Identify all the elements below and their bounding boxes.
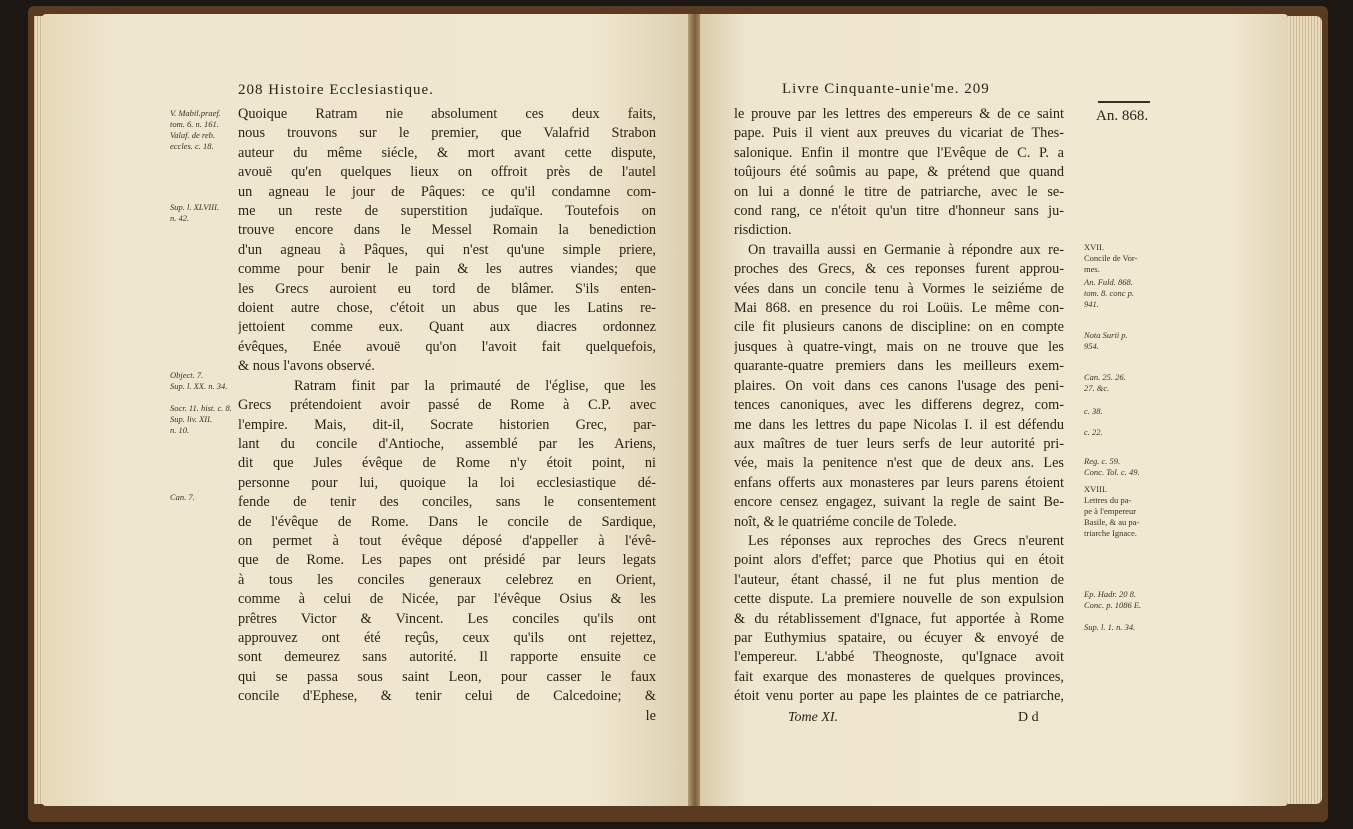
right-line: le prouve par les lettres des empereurs & de ce saint	[734, 106, 1064, 122]
right-line: On travailla aussi en Germanie à répondre aux re-	[748, 241, 1064, 258]
left-line: auteur du même siécle, & mort avant cette dispute,	[238, 144, 656, 161]
margin-note: Lettres du pa-	[1084, 495, 1132, 505]
left-line: de l'évêque de Rome. Dans le concile de Sardique,	[238, 513, 656, 530]
right-line: proches des Grecs, & ces reponses furent approu-	[734, 261, 1064, 278]
right-line: toûjours été soûmis au pape, & prétend que quand	[734, 164, 1064, 181]
right-line: me dans les lettres du pape Nicolas I. il est défendu	[734, 416, 1064, 433]
left-line: personne pour lui, quoique la loi ecclesiastique dé-	[238, 474, 656, 491]
margin-note: 954.	[1084, 341, 1099, 351]
volume-signature: Tome XI.	[788, 710, 839, 725]
year-marker: An. 868.	[1096, 108, 1149, 124]
margin-note: Nota Surii p.	[1084, 330, 1128, 340]
margin-note: Valaf. de reb.	[170, 130, 216, 140]
left-line: me un reste de superstition judaïque. Toutefois on	[238, 203, 656, 220]
right-body-text	[734, 105, 1064, 707]
margin-note: Conc. p. 1086 E.	[1084, 600, 1142, 610]
right-line: point alors d'effet; parce que Photius qui en étoit	[734, 552, 1064, 569]
right-line: par Euthymius spataire, ou écuyer & envoyé de	[734, 629, 1064, 646]
left-line: lant du concile d'Antioche, assemblé par les Ariens,	[238, 435, 656, 452]
catchword: le	[645, 707, 656, 724]
margin-note: Sup. l. XX. n. 34.	[170, 381, 228, 391]
left-line: approuvez ont été reçûs, ceux qu'ils ont rejettez,	[238, 629, 656, 646]
right-line: jusques à quatre-vingt, mais on ne trouve que les	[734, 338, 1064, 355]
gathering-mark: D d	[1018, 710, 1039, 725]
left-line: Quoique Ratram nie absolument ces deux faits,	[238, 106, 656, 122]
right-line: on lui a donné le titre de patriarche, avec le se-	[734, 183, 1064, 200]
margin-note: Sup. l. 1. n. 34.	[1084, 622, 1136, 632]
left-line: prêtres Victor & Vincent. Les conciles qu'ils ont	[238, 610, 656, 627]
margin-note: c. 22.	[1084, 427, 1103, 437]
left-line: on permet à tout évêque déposé d'appeller à l'évê-	[238, 532, 656, 549]
margin-note: Sup. liv. XII.	[170, 414, 213, 424]
right-line: salonique. Enfin il montre que l'Evêque de C. P. a	[734, 144, 1064, 161]
margin-note: c. 38.	[1084, 406, 1103, 416]
left-line: dit que Jules évêque de Rome n'y étoit point, ni	[238, 455, 656, 472]
right-line: encore censez engagez, suivant la regle de saint Be-	[734, 494, 1064, 511]
margin-note: V. Mabil.praef.	[170, 108, 221, 118]
left-line: comme à celui de Nicée, par l'évêque Osius & les	[238, 591, 656, 608]
right-line: plaires. On voit dans ces canons l'usage des peni-	[734, 377, 1064, 394]
left-line: jettoient comme eux. Quant aux diacres ordonnez	[238, 319, 656, 336]
right-line: cond rang, ce n'étoit qu'un titre d'honneur sans ju-	[734, 203, 1064, 220]
right-line: vées dans un concile tenu à Vormes le seiziéme de	[734, 280, 1064, 297]
left-line: sont demeurez sans autorité. Il rapporte ensuite ce	[238, 649, 656, 666]
margin-note: Can. 25. 26.	[1084, 372, 1126, 382]
left-line: d'un agneau à Pâques, qui n'est qu'une simple priere,	[238, 241, 656, 258]
right-line: cile fit plusieurs canons de discipline: on en compte	[734, 319, 1064, 336]
left-line: fende de tenir des conciles, sans le consentement	[238, 494, 656, 511]
right-line: étoit venu porter au pape les plaintes de ce patriarche,	[734, 688, 1064, 705]
right-line: fait exarque des monasteres de quelques provinces,	[734, 668, 1064, 685]
margin-note: Object. 7.	[170, 370, 204, 380]
right-line: cette dispute. La premiere nouvelle de son expulsion	[734, 591, 1064, 608]
right-line: Mai 868. en presence du roi Loüis. Le même con-	[734, 300, 1064, 317]
margin-note: eccles. c. 18.	[170, 141, 214, 151]
right-line: Les réponses aux reproches des Grecs n'eurent	[748, 532, 1064, 549]
left-line: comme pour benir le pain & les autres viandes; que	[238, 261, 656, 278]
right-line: vée, mais la penitence n'est que de deux ans. Les	[734, 455, 1064, 472]
left-line: trouve encore dans le Messel Romain la benediction	[238, 222, 656, 239]
open-book	[28, 6, 1328, 822]
margin-note: n. 42.	[170, 213, 190, 223]
right-line: pape. Puis il vient aux preuves du vicariat de Thes-	[734, 125, 1064, 142]
header-rule	[1098, 101, 1150, 103]
margin-note: Ep. Hadr. 20 8.	[1084, 589, 1136, 599]
right-page	[700, 14, 1288, 806]
left-line: concile d'Ephese, & tenir celui de Calcedoine; &	[238, 688, 656, 705]
left-running-header: 208 Histoire Ecclesiastique.	[238, 82, 434, 98]
left-line: avouë qu'en quelques lieux on offroit près de l'autel	[238, 164, 656, 181]
margin-note: triarche Ignace.	[1084, 528, 1137, 538]
margin-note: 941.	[1084, 299, 1099, 309]
margin-note: XVIII.	[1084, 484, 1107, 494]
left-line: l'empire. Mais, dit-il, Socrate historien Grec, par-	[238, 416, 656, 433]
margin-note: XVII.	[1084, 242, 1105, 252]
margin-note: Basile, & au pa-	[1084, 517, 1140, 527]
margin-note: Socr. 11. hist. c. 8.	[170, 403, 232, 413]
left-page	[42, 14, 690, 806]
margin-note: tom. 8. conc p.	[1084, 288, 1135, 298]
left-line: doient autre chose, c'étoit un abus que les Latins re-	[238, 300, 656, 317]
right-line: enfans offerts aux monasteres par leurs parens étoient	[734, 474, 1064, 491]
left-line: Ratram finit par la primauté de l'église, que les	[294, 377, 656, 394]
left-line: un agneau le jour de Pâques: ce qu'il condamne com-	[238, 183, 656, 200]
right-line: risdiction.	[734, 222, 792, 239]
right-line: l'empereur. L'abbé Theognoste, qu'Ignace avoit	[734, 649, 1064, 666]
right-line: & du rétablissement d'Ignace, fut apportée à Rome	[734, 610, 1064, 627]
right-line: quarante-quatre premiers dans les meilleurs exem-	[734, 358, 1064, 375]
left-body-text	[238, 105, 656, 726]
right-line: tences canoniques, avec les differens degrez, com-	[734, 397, 1064, 414]
left-line: à tous les conciles generaux celebrez en Orient,	[238, 571, 656, 588]
right-running-header: Livre Cinquante-unie'me. 209	[782, 81, 990, 97]
left-line: évêques, Enée avouë qu'on l'avoit fait quelquefois,	[238, 338, 656, 355]
margin-note: mes.	[1084, 264, 1100, 274]
margin-note: Can. 7.	[170, 492, 195, 502]
left-line: Grecs prétendoient avoir passé de Rome à C.P. avec	[238, 397, 656, 414]
margin-note: 27. &c.	[1084, 383, 1110, 393]
margin-note: pe à l'empereur	[1084, 506, 1137, 516]
margin-note: Conc. Tol. c. 49.	[1084, 467, 1140, 477]
left-line: & nous l'avons observé.	[238, 358, 375, 375]
right-line: l'auteur, étant chassé, il ne fut plus mention de	[734, 571, 1064, 588]
right-line: noît, & le quatriéme concile de Tolede.	[734, 513, 957, 530]
margin-note: An. Fuld. 868.	[1084, 277, 1133, 287]
margin-note: Sup. l. XLVIII.	[170, 202, 220, 212]
margin-note: tom. 6. n. 161.	[170, 119, 219, 129]
left-line: que de Rome. Les papes ont présidé par leurs legats	[238, 552, 656, 569]
left-line: les Grecs auroient eu tord de blâmer. S'ils enten-	[238, 280, 656, 297]
margin-note: Concile de Vor-	[1084, 253, 1138, 263]
right-line: aux maîtres de tuer leurs serfs de leur autorité pri-	[734, 435, 1064, 452]
left-line: nous trouvons sur le premier, que Valafrid Strabon	[238, 125, 656, 142]
margin-note: n. 10.	[170, 425, 190, 435]
left-line: qui se passa sous saint Leon, pour casser le faux	[238, 668, 656, 685]
page-edges-right	[1288, 16, 1322, 804]
margin-note: Reg. c. 59.	[1084, 456, 1121, 466]
